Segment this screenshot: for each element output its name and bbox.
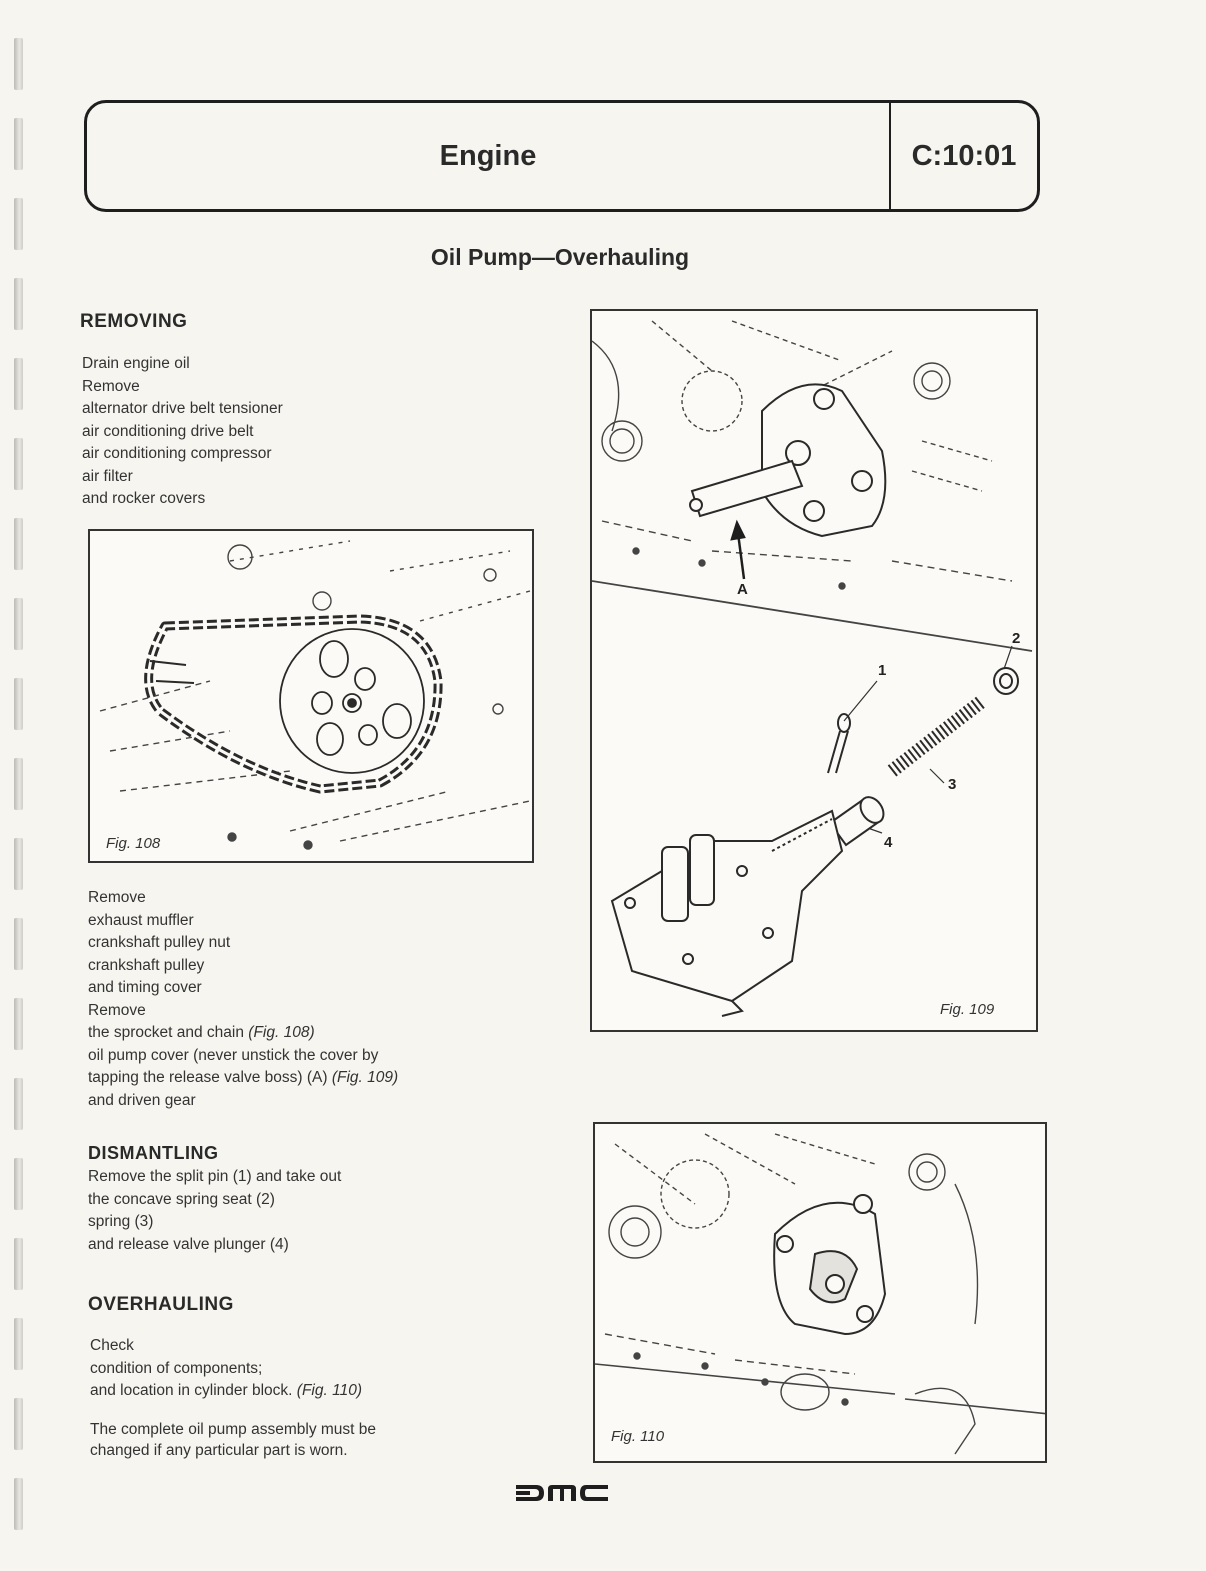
- step-line: the concave spring seat (2): [88, 1190, 275, 1208]
- figure-109: [590, 309, 1038, 1032]
- step-line: [88, 1067, 398, 1090]
- figure-110: [593, 1122, 1047, 1463]
- callout-2: 2: [1012, 630, 1021, 647]
- removing-steps: [82, 353, 283, 511]
- step-line: air filter: [82, 467, 133, 485]
- binder-hole: [14, 1238, 23, 1290]
- step-text: and location in cylinder block.: [90, 1382, 297, 1399]
- step-line: Check: [90, 1337, 134, 1354]
- step-line: exhaust muffler: [88, 911, 194, 929]
- figure-109-label: Fig. 109: [940, 1001, 995, 1018]
- binder-hole: [14, 998, 23, 1050]
- binder-hole: [14, 278, 23, 330]
- removing-steps-continued: [88, 887, 398, 1112]
- step-line: alternator drive belt tensioner: [82, 400, 283, 417]
- note-line: changed if any particular part is worn.: [90, 1442, 348, 1459]
- note-line: The complete oil pump assembly must be: [90, 1421, 377, 1438]
- step-line: crankshaft pulley: [88, 956, 205, 974]
- step-line: Drain engine oil: [82, 355, 190, 372]
- dismantling-heading: DISMANTLING: [88, 1143, 219, 1163]
- overhauling-note: [90, 1419, 376, 1461]
- cylinder-block-illustration: [595, 1124, 1047, 1463]
- step-line: and rocker covers: [82, 490, 206, 507]
- binder-hole: [14, 38, 23, 90]
- binder-hole: [14, 1478, 23, 1530]
- step-line: air conditioning compressor: [82, 445, 272, 462]
- step-line: [90, 1380, 362, 1403]
- binder-hole: [14, 838, 23, 890]
- binder-hole: [14, 198, 23, 250]
- step-line: and release valve plunger (4): [88, 1235, 289, 1253]
- section-code: C:10:01: [911, 139, 1017, 172]
- step-text: oil pump cover (never unstick the cover by: [88, 1046, 379, 1064]
- binder-hole: [14, 518, 23, 570]
- binder-hole: [14, 1318, 23, 1370]
- step-line: [88, 1090, 398, 1113]
- header-title: Engine: [439, 139, 537, 172]
- step-line: [88, 1022, 398, 1045]
- step-line: Remove: [88, 889, 146, 906]
- binder-hole: [14, 598, 23, 650]
- binder-hole: [14, 678, 23, 730]
- figure-reference: (Fig. 108): [248, 1024, 315, 1041]
- step-line: Remove the split pin (1) and take out: [88, 1168, 342, 1185]
- binder-edge: [0, 0, 40, 1571]
- step-line: condition of components;: [90, 1359, 263, 1377]
- step-line: Remove: [82, 377, 140, 395]
- binder-hole: [14, 438, 23, 490]
- step-text: and driven gear: [88, 1091, 196, 1109]
- dismantling-steps: [88, 1166, 341, 1256]
- step-line: [88, 1045, 398, 1068]
- removing-heading: REMOVING: [80, 311, 188, 332]
- timing-chain-illustration: [90, 531, 534, 863]
- step-line: crankshaft pulley nut: [88, 934, 231, 951]
- callout-3: 3: [948, 776, 957, 793]
- page-title: Oil Pump—Overhauling: [430, 244, 690, 270]
- binder-hole: [14, 918, 23, 970]
- figure-110-label: Fig. 110: [611, 1428, 665, 1445]
- step-line: spring (3): [88, 1213, 154, 1230]
- binder-hole: [14, 358, 23, 410]
- step-line: air conditioning drive belt: [82, 422, 254, 440]
- page-header: [84, 100, 1040, 212]
- binder-hole: [14, 1078, 23, 1130]
- oil-pump-exploded-illustration: [592, 311, 1038, 1032]
- figure-108: [88, 529, 534, 863]
- callout-4: 4: [884, 834, 893, 851]
- step-text: tapping the release valve boss) (A): [88, 1069, 332, 1086]
- binder-hole: [14, 758, 23, 810]
- step-text: the sprocket and chain: [88, 1024, 249, 1041]
- step-line: and timing cover: [88, 979, 202, 996]
- binder-hole: [14, 118, 23, 170]
- binder-hole: [14, 1158, 23, 1210]
- binder-hole: [14, 1398, 23, 1450]
- dmc-logo: [514, 1482, 610, 1504]
- figure-108-label: Fig. 108: [106, 835, 161, 852]
- figure-reference: (Fig. 110): [296, 1382, 362, 1399]
- callout-a: A: [737, 581, 748, 598]
- step-line: Remove: [88, 1001, 146, 1019]
- overhauling-heading: OVERHAULING: [88, 1294, 234, 1315]
- overhauling-steps: [90, 1335, 362, 1403]
- figure-reference: (Fig. 109): [331, 1069, 399, 1086]
- callout-1: 1: [878, 662, 887, 679]
- dmc-logo-mark: [514, 1482, 610, 1504]
